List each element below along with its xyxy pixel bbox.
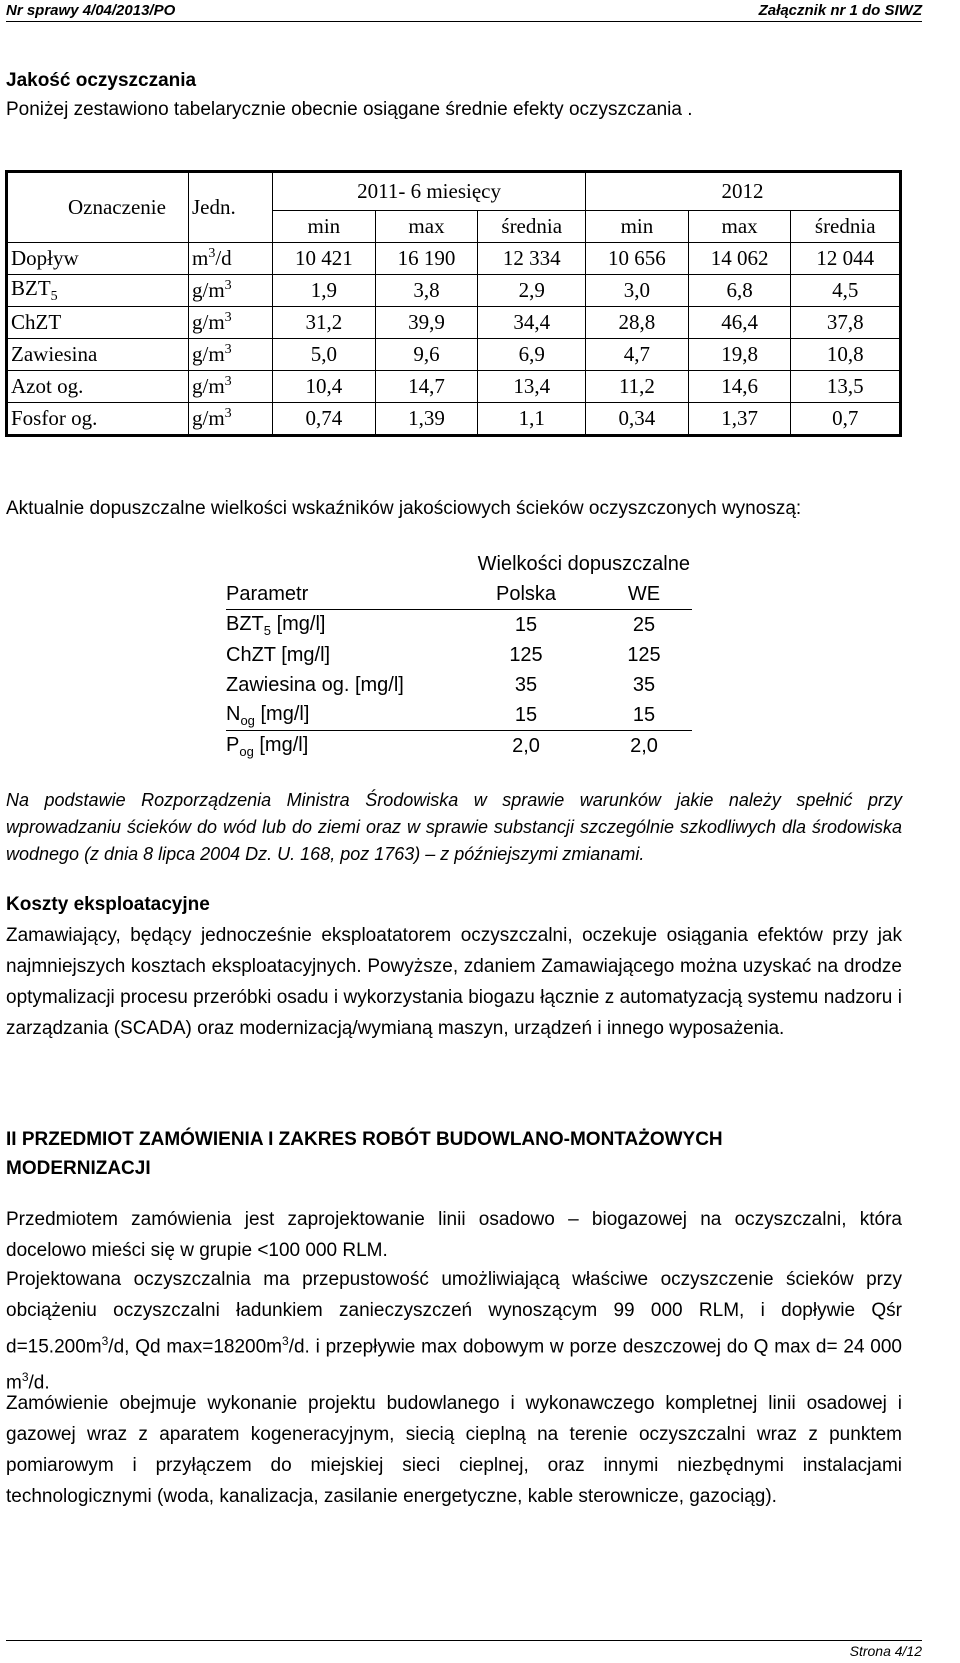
value-cell: 37,8 — [791, 307, 901, 339]
value-pl: 125 — [509, 643, 543, 666]
value-cell: 28,8 — [586, 307, 689, 339]
row-label: Zawiesina — [7, 339, 189, 371]
value-cell: 19,8 — [688, 339, 791, 371]
row-label: Fosfor og. — [7, 403, 189, 436]
table-row — [226, 610, 692, 641]
value-cell: 6,8 — [688, 275, 791, 307]
value-cell: 0,7 — [791, 403, 901, 436]
value-cell: 9,6 — [375, 339, 478, 371]
regulation-note: Na podstawie Rozporządzenia Ministra Środowiska w sprawie warunków jakie należy spełnić przy wprowadzaniu ścieków do wód lub do ziemi oraz w sprawie substancji szczególnie szkodliwych dla środowiska wodnego (z dnia 8 lipca 2004 Dz. U. 168, poz 1763) – z późniejszymi zmianami. — [6, 790, 902, 864]
para2-text-c: /d. i przepływie max dobowym w porze deszczowej do Q max d= 24 000 m — [6, 1336, 902, 1394]
value-we: 35 — [632, 673, 656, 696]
col-header-param: Parametr — [226, 579, 456, 610]
table-row — [226, 670, 692, 700]
section-intro-limits: Aktualnie dopuszczalne wielkości wskaźników jakościowych ścieków oczyszczonych wynoszą: — [6, 498, 802, 519]
row-unit: $g/m^3$ — [189, 371, 273, 403]
table-group-header-row — [226, 549, 692, 579]
table-row — [7, 243, 901, 275]
subheader-cell: min — [273, 211, 376, 243]
page-number: Strona 4/12 — [849, 1643, 922, 1659]
permissible-values-table — [226, 549, 692, 761]
superscript: 3 — [21, 1370, 29, 1385]
value-cell: 14 062 — [688, 243, 791, 275]
superscript: 3 — [101, 1334, 109, 1348]
col-header-period2: 2012 — [586, 172, 901, 211]
value-we: 125 — [627, 643, 661, 666]
section-intro-quality: Poniżej zestawiono tabelarycznie obecnie osiągane średnie efekty oczyszczania . — [6, 99, 693, 120]
value-cell: 1,39 — [375, 403, 478, 436]
param-label: $N_{og}$ [mg/l] — [226, 700, 456, 731]
value-cell: 31,2 — [273, 307, 376, 339]
value-cell: 1,1 — [478, 403, 586, 436]
value-cell: 3,0 — [586, 275, 689, 307]
value-cell: 14,7 — [375, 371, 478, 403]
table-row — [7, 307, 901, 339]
row-label: Dopływ — [7, 243, 189, 275]
value-cell: 5,0 — [273, 339, 376, 371]
value-cell: 10 656 — [586, 243, 689, 275]
row-unit: $g/m^3$ — [189, 339, 273, 371]
value-pl: 15 — [456, 700, 596, 731]
row-unit: $g/m^3$ — [189, 403, 273, 436]
value-pl: 15 — [514, 613, 538, 636]
subheader-cell: min — [586, 211, 689, 243]
group-header: Wielkości dopuszczalne — [477, 552, 690, 575]
table-row — [226, 640, 692, 670]
subheader-cell: max — [375, 211, 478, 243]
case-number: Nr sprawy 4/04/2013/PO — [6, 2, 176, 19]
param-label: $BZT_5$ [mg/l] — [226, 612, 326, 638]
value-cell: 34,4 — [478, 307, 586, 339]
para2-text-a: Projektowana oczyszczalnia ma przepustowość umożliwiającą właściwe oczyszczenie ścieków przy obciążeniu oczyszczalni ładunkiem zanieczyszczeń wynoszącym 99 000 RLM, i dopływie Qśr d=15.200m — [6, 1269, 902, 1358]
header-divider — [6, 21, 922, 22]
value-cell: 12 334 — [478, 243, 586, 275]
param-label: $P_{og}$ [mg/l] — [226, 733, 309, 759]
value-pl: 35 — [514, 673, 538, 696]
value-cell: 13,4 — [478, 371, 586, 403]
value-we: 15 — [596, 700, 692, 731]
table-row — [226, 700, 692, 731]
value-cell: 6,9 — [478, 339, 586, 371]
value-cell: 3,8 — [375, 275, 478, 307]
superscript: 3 — [282, 1334, 289, 1348]
section-title-quality: Jakość oczyszczania — [6, 70, 197, 91]
table-row — [7, 339, 901, 371]
value-cell: 0,34 — [586, 403, 689, 436]
value-cell: 4,7 — [586, 339, 689, 371]
param-label: ChZT [mg/l] — [226, 643, 331, 666]
col-header-we: WE — [596, 579, 692, 610]
scope-paragraph-2 — [6, 1264, 902, 1399]
row-label: Azot og. — [7, 371, 189, 403]
table-row — [7, 371, 901, 403]
value-cell: 1,9 — [273, 275, 376, 307]
value-cell: 10,8 — [791, 339, 901, 371]
treatment-efficiency-table — [5, 170, 902, 437]
value-cell: 10,4 — [273, 371, 376, 403]
row-label: ChZT — [7, 307, 189, 339]
value-pl: 2,0 — [512, 734, 540, 757]
row-unit: $m^3/d$ — [189, 243, 273, 275]
value-cell: 46,4 — [688, 307, 791, 339]
value-cell: 1,37 — [688, 403, 791, 436]
value-cell: 2,9 — [478, 275, 586, 307]
scope-paragraph-3: Zamówienie obejmuje wykonanie projektu budowlanego i wykonawczego kompletnej linii osadowej i gazowej wraz z aparatem kogeneracyjnym, siecią cieplną na terenie oczyszczalni wraz z punktem pomiarowym i przyłączem do miejskiej sieci cieplnej, oraz innymi niezbędnymi instalacjami technologicznymi (woda, kanalizacja, zasilanie energetyczne, kable sterownicze, gazociąg). — [6, 1393, 902, 1507]
section-title-costs: Koszty eksploatacyjne — [6, 894, 210, 915]
col-header-unit: Jedn. — [189, 172, 273, 243]
row-label: $BZT_5$ — [7, 275, 189, 307]
col-header-label: Oznaczenie — [7, 172, 189, 243]
param-label: Zawiesina og. [mg/l] — [226, 673, 404, 696]
para2-text-d: /d. — [28, 1372, 50, 1394]
value-we: 25 — [632, 613, 656, 636]
scope-paragraph-1: Przedmiotem zamówienia jest zaprojektowanie linii osadowo – biogazowej na oczyszczalni, która docelowo mieści się w grupie <100 000 RLM. — [6, 1209, 902, 1261]
value-cell: 16 190 — [375, 243, 478, 275]
attachment-label: Załącznik nr 1 do SIWZ — [758, 2, 922, 19]
table-row — [226, 731, 692, 762]
value-we: 2,0 — [630, 734, 658, 757]
footer-divider — [6, 1640, 922, 1641]
section-body-costs: Zamawiający, będący jednocześnie eksploatatorem oczyszczalni, oczekuje osiągania efektów przy jak najmniejszych kosztach eksploatacyjnych. Powyższe, zdaniem Zamawiającego można uzyskać na drodze optymalizacji procesu przeróbki osadu i wykorzystania biogazu łącznie z automatyzacją systemu nadzoru i zarządzania (SCADA) oraz modernizacją/wymianą maszyn, urządzeń i innego wyposażenia. — [6, 925, 902, 1039]
subheader-cell: max — [688, 211, 791, 243]
value-cell: 39,9 — [375, 307, 478, 339]
table-header-row — [7, 172, 901, 211]
page-header — [0, 0, 960, 22]
table-header-row — [226, 579, 692, 610]
para2-text-b: /d, Qd max=18200m — [108, 1336, 282, 1358]
row-unit: $g/m^3$ — [189, 307, 273, 339]
subheader-cell: średnia — [478, 211, 586, 243]
value-cell: 10 421 — [273, 243, 376, 275]
col-header-period1: 2011- 6 miesięcy — [273, 172, 586, 211]
subheader-cell: średnia — [791, 211, 901, 243]
value-cell: 14,6 — [688, 371, 791, 403]
value-cell: 11,2 — [586, 371, 689, 403]
col-header-pl: Polska — [456, 579, 596, 610]
section-title-scope: II PRZEDMIOT ZAMÓWIENIA I ZAKRES ROBÓT BUDOWLANO-MONTAŻOWYCH MODERNIZACJI — [6, 1129, 723, 1179]
value-cell: 0,74 — [273, 403, 376, 436]
table-row — [7, 275, 901, 307]
table-row — [7, 403, 901, 436]
row-unit: $g/m^3$ — [189, 275, 273, 307]
value-cell: 12 044 — [791, 243, 901, 275]
value-cell: 13,5 — [791, 371, 901, 403]
value-cell: 4,5 — [791, 275, 901, 307]
